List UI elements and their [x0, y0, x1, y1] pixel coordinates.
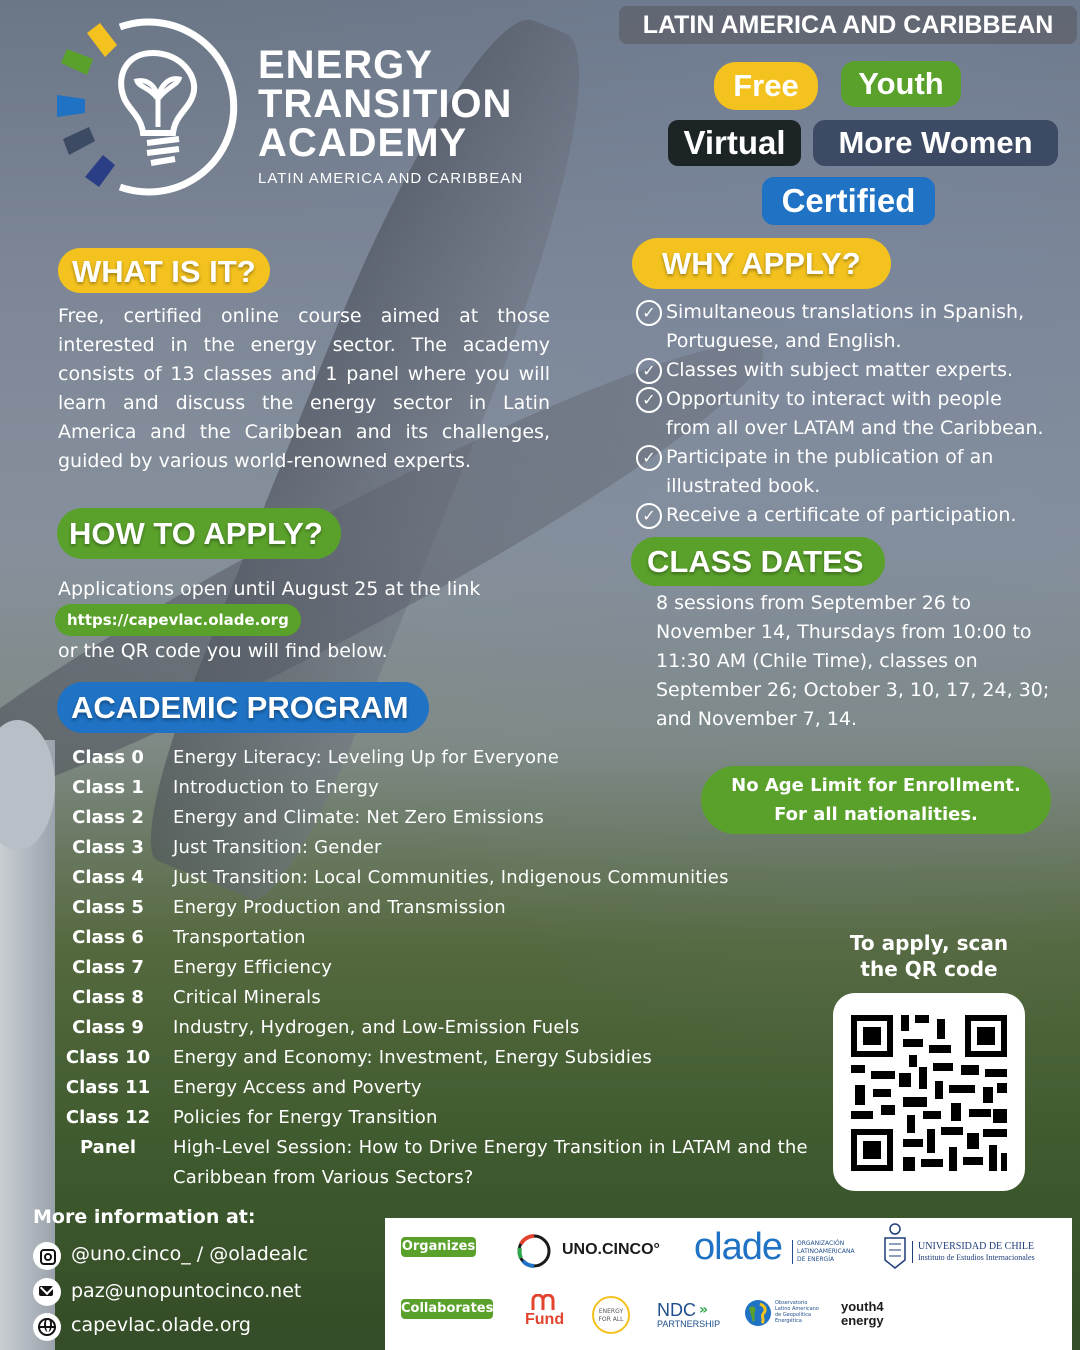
class-label: Class 11: [65, 1077, 151, 1098]
fund-logo-icon: [530, 1294, 558, 1312]
badge-virtual: Virtual: [668, 120, 801, 166]
why-apply-item: [666, 501, 1016, 530]
youth4energy-line: energy: [841, 1313, 884, 1328]
academy-subtitle: LATIN AMERICA AND CARIBBEAN: [258, 170, 524, 187]
class-label: Class 9: [72, 1017, 144, 1038]
globe-icon: [33, 1313, 61, 1341]
universidad-de-chile-name: UNIVERSIDAD DE CHILE: [918, 1241, 1035, 1252]
observatorio-line: Observatorio: [775, 1300, 808, 1306]
why-apply-item-line: Participate in the publication of an: [666, 446, 994, 468]
class-title: Just Transition: Local Communities, Indigenous Communities: [173, 867, 729, 888]
class-dates-line: September 26; October 3, 10, 17, 24, 30;: [656, 679, 1050, 701]
class-title: Just Transition: Gender: [173, 837, 382, 858]
how-to-apply-heading: HOW TO APPLY?: [57, 508, 341, 559]
observatorio-text: [775, 1300, 819, 1324]
why-apply-item: [666, 385, 1044, 443]
ndc-chevron-icon: »: [699, 1302, 709, 1318]
panel-title: High-Level Session: How to Drive Energy Transition in LATAM and the: [173, 1137, 808, 1158]
youth4energy-logo: [841, 1300, 884, 1328]
class-dates-line: and November 7, 14.: [656, 708, 858, 730]
class-label: Class 12: [65, 1107, 151, 1128]
what-is-it-text: [58, 302, 550, 476]
ndc-partnership-text: PARTNERSHIP: [657, 1319, 721, 1329]
class-label: Class 3: [72, 837, 144, 858]
region-banner: LATIN AMERICA AND CARIBBEAN: [619, 6, 1077, 44]
enrollment-line: For all nationalities.: [774, 804, 978, 825]
fund-logo-text: Fund: [525, 1311, 565, 1328]
olade-subtitle-line: DE ENERGÍA: [797, 1256, 835, 1263]
how-to-apply-qr-text: or the QR code you will find below.: [58, 640, 388, 662]
class-label: Class 1: [72, 777, 144, 798]
academy-title-line2: TRANSITION: [258, 82, 513, 126]
why-apply-item: [666, 443, 993, 501]
youth4energy-line: youth4: [841, 1299, 884, 1314]
class-label: Class 2: [72, 807, 144, 828]
class-label: Class 4: [72, 867, 144, 888]
why-apply-item-line: Classes with subject matter experts.: [666, 359, 1014, 381]
class-label: Class 5: [72, 897, 144, 918]
class-title: Critical Minerals: [173, 987, 321, 1008]
energy-for-all-line: FOR ALL: [598, 1316, 624, 1323]
class-dates-line: 11:30 AM (Chile Time), classes on: [656, 650, 978, 672]
badge-youth: Youth: [841, 61, 961, 107]
enrollment-badge: [701, 766, 1051, 834]
observatorio-line: de Geopolítica: [775, 1312, 812, 1318]
email-icon: [33, 1278, 61, 1306]
class-title: Policies for Energy Transition: [173, 1107, 438, 1128]
class-dates-line: November 14, Thursdays from 10:00 to: [656, 621, 1032, 643]
what-is-it-line: consists of 13 classes and 1 panel where you will: [58, 363, 550, 385]
why-apply-item-line: Portuguese, and English.: [666, 330, 902, 352]
more-info-heading: More information at:: [33, 1206, 256, 1228]
class-title: Industry, Hydrogen, and Low-Emission Fuels: [173, 1017, 580, 1038]
badge-certified: Certified: [762, 177, 935, 225]
qr-code[interactable]: [833, 993, 1025, 1191]
why-apply-item-line: Receive a certificate of participation.: [666, 504, 1017, 526]
partners-panel: [385, 1218, 1072, 1350]
enrollment-line: No Age Limit for Enrollment.: [731, 775, 1021, 796]
what-is-it-line: learn and discuss the energy sector in Latin: [58, 392, 550, 414]
energy-for-all-line: ENERGY: [598, 1308, 624, 1315]
observatorio-globe-icon: [743, 1298, 773, 1328]
what-is-it-line: interested in the energy sector. The academy: [58, 334, 550, 356]
ndc-logo-text: NDC: [657, 1300, 696, 1320]
email-address[interactable]: paz@unopuntocinco.net: [71, 1280, 302, 1302]
qr-caption-line: the QR code: [860, 957, 998, 981]
olade-subtitle-line: ORGANIZACIÓN: [797, 1240, 845, 1247]
what-is-it-line: America and the Caribbean and its challenges,: [58, 421, 550, 443]
checkmark-icon: ✓: [636, 358, 662, 384]
collaborates-label: Collaborates: [401, 1299, 493, 1319]
olade-subtitle-line: LATINOAMERICANA: [797, 1248, 855, 1255]
class-title: Energy Efficiency: [173, 957, 333, 978]
qr-caption-line: To apply, scan: [849, 931, 1009, 955]
class-title: Introduction to Energy: [173, 777, 379, 798]
instagram-handles[interactable]: @uno.cinco_ / @oladealc: [71, 1243, 308, 1265]
class-dates-line: 8 sessions from September 26 to: [656, 592, 972, 614]
academy-title-line1: ENERGY: [258, 43, 433, 87]
class-title: Energy and Climate: Net Zero Emissions: [173, 807, 544, 828]
olade-subtitle: [792, 1240, 855, 1264]
class-dates-text: [656, 589, 1049, 734]
universidad-de-chile-text: [912, 1241, 1035, 1263]
why-apply-item-line: from all over LATAM and the Caribbean.: [666, 417, 1044, 439]
universidad-de-chile-crest-icon: [882, 1222, 908, 1272]
website-link[interactable]: capevlac.olade.org: [71, 1314, 251, 1336]
class-label: Class 8: [72, 987, 144, 1008]
checkmark-icon: ✓: [636, 387, 662, 413]
why-apply-item-line: Simultaneous translations in Spanish,: [666, 301, 1025, 323]
lightbulb-logo-icon: [55, 15, 255, 200]
checkmark-icon: ✓: [636, 300, 662, 326]
what-is-it-line: Free, certified online course aimed at those: [58, 305, 550, 327]
unocinco-logo-text: UNO.CINCO°: [562, 1241, 660, 1258]
why-apply-item-line: illustrated book.: [666, 475, 821, 497]
badge-free: Free: [714, 62, 818, 110]
why-apply-item: [666, 356, 1013, 385]
class-title: Energy and Economy: Investment, Energy Subsidies: [173, 1047, 652, 1068]
class-label: Class 6: [72, 927, 144, 948]
class-label: Class 0: [72, 747, 144, 768]
observatorio-line: Latino Americano: [775, 1306, 819, 1312]
academy-title-line3: ACADEMY: [258, 121, 468, 165]
why-apply-item: [666, 298, 1024, 356]
why-apply-item-line: Opportunity to interact with people: [666, 388, 1002, 410]
panel-label: Panel: [79, 1137, 137, 1158]
how-to-apply-text: Applications open until August 25 at the link: [58, 578, 481, 600]
panel-title-line2: Caribbean from Various Sectors?: [173, 1167, 474, 1188]
olade-logo-text: olade: [694, 1226, 782, 1268]
class-label: Class 10: [65, 1047, 151, 1068]
what-is-it-heading: WHAT IS IT?: [58, 248, 270, 293]
why-apply-heading: WHY APPLY?: [632, 238, 891, 289]
class-title: Energy Access and Poverty: [173, 1077, 422, 1098]
class-dates-heading: CLASS DATES: [631, 537, 885, 586]
organizes-label: Organizes: [401, 1237, 476, 1257]
badge-more-women: More Women: [813, 120, 1058, 166]
apply-link[interactable]: https://capevlac.olade.org: [55, 604, 301, 636]
instagram-icon: [33, 1242, 61, 1270]
checkmark-icon: ✓: [636, 503, 662, 529]
what-is-it-line: guided by various world-renowned experts.: [58, 450, 471, 472]
qr-code-icon: [833, 993, 1025, 1191]
class-title: Transportation: [173, 927, 306, 948]
academic-program-heading: ACADEMIC PROGRAM: [57, 682, 429, 733]
observatorio-line: Energética: [775, 1318, 802, 1324]
class-label: Class 7: [72, 957, 144, 978]
energy-for-all-logo: [592, 1296, 630, 1334]
unocinco-logo-icon: [515, 1232, 553, 1270]
class-title: Energy Literacy: Leveling Up for Everyone: [173, 747, 560, 768]
class-title: Energy Production and Transmission: [173, 897, 506, 918]
qr-caption: [820, 930, 1038, 982]
checkmark-icon: ✓: [636, 445, 662, 471]
universidad-de-chile-institute: Instituto de Estudios Internacionales: [918, 1253, 1035, 1262]
